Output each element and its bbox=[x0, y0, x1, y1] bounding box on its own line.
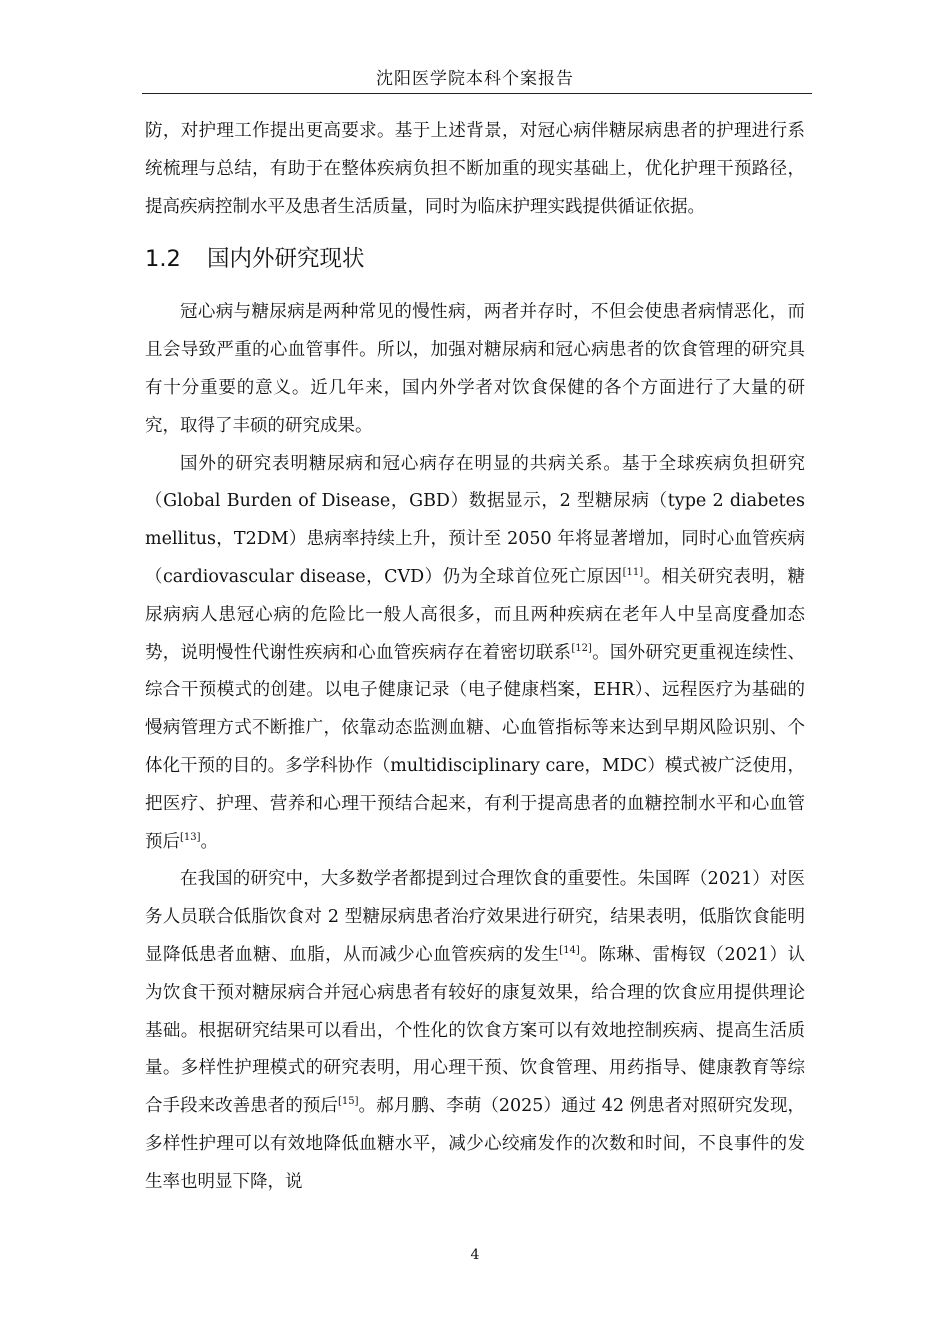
citation-ref: [14] bbox=[559, 945, 580, 957]
text-run: 。 bbox=[200, 831, 219, 852]
paragraph-domestic-research bbox=[145, 861, 805, 1201]
section-number: 1.2 bbox=[145, 246, 181, 273]
text-run: 。郝月鹏、李萌（2025）通过 42 例患者对照研究发现，多样性护理可以有效地降低血糖水平，减少心绞痛发作的次数和时间，不良事件的发生率也明显下降，说 bbox=[145, 1096, 805, 1192]
header-rule bbox=[142, 93, 812, 94]
text-run: 。国外研究更重视连续性、综合干预模式的创建。以电子健康记录（电子健康档案，EHR）、远程医疗为基础的慢病管理方式不断推广，依靠动态监测血糖、心血管指标等来达到早期风险识别、个体化干预的目的。多学科协作（multidisciplinary care，MDC）模式被广泛使用，把医疗、护理、营养和心理干预结合起来，有利于提高患者的血糖控制水平和心血管预后 bbox=[145, 642, 805, 852]
citation-ref: [12] bbox=[571, 642, 592, 654]
text-run: 。相关研究表明，糖尿病病人患冠心病的危险比一般人高很多，而且两种疾病在老年人中呈高度叠加态势，说明慢性代谢性疾病和心血管疾病存在着密切联系 bbox=[145, 566, 805, 663]
citation-ref: [13] bbox=[180, 831, 201, 843]
section-heading bbox=[145, 230, 805, 288]
page-number: 4 bbox=[470, 1247, 480, 1263]
page-body bbox=[145, 113, 805, 1202]
text-run: 国外的研究表明糖尿病和冠心病存在明显的共病关系。基于全球疾病负担研究（Global Burden of Disease，GBD）数据显示，2 型糖尿病（type 2 diabetes mellitus，T2DM）患病率持续上升，预计至 2050 年将显著增加，同时心血管疾病（cardiovascular disease，CVD）仍为全球首位死亡原因 bbox=[145, 453, 805, 587]
text-run: 在我国的研究中，大多数学者都提到过合理饮食的重要性。朱国晖（2021）对医务人员联合低脂饮食对 2 型糖尿病患者治疗效果进行研究，结果表明，低脂饮食能明显降低患者血糖、血脂，从而减少心血管疾病的发生 bbox=[145, 869, 805, 965]
section-title: 国内外研究现状 bbox=[207, 246, 365, 273]
citation-ref: [11] bbox=[622, 567, 644, 579]
paragraph-intro: 冠心病与糖尿病是两种常见的慢性病，两者并存时，不但会使患者病情恶化，而且会导致严重的心血管事件。所以，加强对糖尿病和冠心病患者的饮食管理的研究具有十分重要的意义。近几年来，国内外学者对饮食保健的各个方面进行了大量的研究，取得了丰硕的研究成果。 bbox=[145, 302, 805, 436]
paragraph-foreign-research bbox=[145, 446, 805, 862]
running-header: 沈阳医学院本科个案报告 bbox=[376, 69, 574, 89]
text-run: 。陈琳、雷梅钗（2021）认为饮食干预对糖尿病合并冠心病患者有较好的康复效果，给合理的饮食应用提供理论基础。根据研究结果可以看出，个性化的饮食方案可以有效地控制疾病、提高生活质量。多样性护理模式的研究表明，用心理干预、饮食管理、用药指导、健康教育等综合手段来改善患者的预后 bbox=[145, 944, 806, 1117]
citation-ref: [15] bbox=[337, 1096, 359, 1108]
paragraph-continuation: 防，对护理工作提出更高要求。基于上述背景，对冠心病伴糖尿病患者的护理进行系统梳理与总结，有助于在整体疾病负担不断加重的现实基础上，优化护理干预路径，提高疾病控制水平及患者生活质量，同时为临床护理实践提供循证依据。 bbox=[145, 121, 805, 217]
